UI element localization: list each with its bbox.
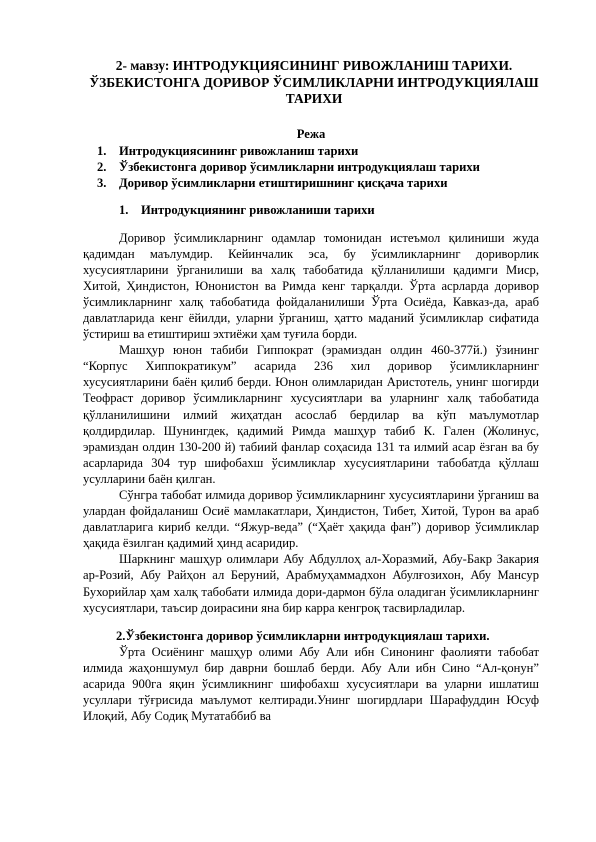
plan-item-text: Ўзбекистонга доривор ўсимликларни интродукциялаш тарихи	[119, 159, 480, 174]
plan-heading: Режа	[296, 126, 326, 141]
paragraph: Машҳур юнон табиби Гиппократ (эрамиздан олдин 460-377й.) ўзининг “Корпус Хиппократикум” асарида 236 хил доривор ўсимликларнинг хусусиятларини баён қилиб берди. Юнон олимларидан Аристотель, унинг шогирди Теофраст доривор ўсимликларнинг хусусиятлари ва уларнинг халқ табобатида қўлланилишини илмий жиҳатдан асослаб бердилар ва кўп маълумотлар қолдирдилар. Шунингдек, қадимий Римда машҳур табиб К. Гален (Жолинус, эрамиздан олдин 130-200 й) табиий фанлар соҳасида 131 та илмий асар ёзган ва бу асарларида 304 тур шифобахш ўсимликлар хусусиятларини табобатда қўллаш усулларини баён қилган.	[83, 343, 539, 486]
plan-item-number: 3.	[97, 175, 107, 190]
section-2-heading	[83, 628, 539, 644]
plan-item	[83, 143, 539, 159]
paragraph: Доривор ўсимликларнинг одамлар томонидан истеъмол қилиниши жуда қадимдан маълумдир. Кейинчалик эса, бу ўсимликларнинг дориворлик хусусиятларини ўрганилиши ва халқ табобатида қўлланилиши қадимги Миср, Хитой, Ҳиндистон, Юнонистон ва Римда кенг тарқалди. Ўрта асрларда доривор ўсимликларнинг халқ табобатида фойдаланилиши Ўрта Осиёда, Кавказ-да, араб давлатларида кенг ёйилди, уларни ўрганиш, ҳатто маданий ўсимликлар сифатида ўстириш ва етиштириш эхтиёжи ҳам туғила борди.	[83, 230, 539, 342]
section-1-title: Интродукциянинг ривожланиши тарихи	[141, 202, 375, 217]
plan-item-number: 2.	[97, 159, 107, 174]
plan-item	[83, 175, 539, 191]
paragraph: Шаркнинг машҳур олимлари Абу Абдуллоҳ ал-Хоразмий, Абу-Бакр Закария ар-Розий, Абу Райҳон ал Беруний, Арабмуҳаммадхон Абулғозихон, Абу Мансур Бухорийлар ҳам халқ табобати илмида дори-дармон бўла оладиган ўсимликларнинг хусусиятлари, таъсир доирасини яна бир карра кенгроқ тасвирладилар.	[83, 552, 539, 615]
section-1-heading	[83, 202, 539, 218]
plan-item-text: Доривор ўсимликларни етиштиришнинг қисқача тарихи	[119, 175, 448, 190]
paragraph: Сўнгра табобат илмида доривор ўсимликларнинг хусусиятларини ўрганиш ва улардан фойдаланиш Осиё мамлакатлари, Ҳиндистон, Тибет, Хитой, Турон ва араб давлатларига кириб келди. “Яжур-веда” (“Ҳаёт ҳақида фан”) доривор ўсимликлар ҳақида ёзилган қадимий ҳинд асаридир.	[83, 488, 539, 551]
plan-item-number: 1.	[97, 143, 107, 158]
section-2-number: 2.	[116, 628, 126, 643]
plan-item	[83, 159, 539, 175]
paragraph: Ўрта Осиёнинг машҳур олими Абу Али ибн Синонинг фаолияти табобат илмида жаҳоншумул бир даврни бошлаб берди. Абу Али ибн Сино “Ал-қонун” асарида 900га яқин ўсимликнинг шифобахш хусусиятлари ва уларни ишлатиш усуллари тўғрисида маълумот келтиради.Унинг шогирдлари Шарафуддин Юсуф Илоқий, Абу Содиқ Мутатаббиб ва	[83, 644, 539, 724]
plan-item-text: Интродукциясининг ривожланиш тарихи	[119, 143, 359, 158]
section-1-number: 1.	[119, 202, 129, 217]
section-2-title: Ўзбекистонга доривор ўсимликларни интродукциялаш тарихи.	[125, 628, 490, 643]
document-title: 2- мавзу: ИНТРОДУКЦИЯСИНИНГ РИВОЖЛАНИШ ТАРИХИ. ЎЗБЕКИСТОНГА ДОРИВОР ЎСИМЛИКЛАРНИ ИНТРОДУКЦИЯЛАШ ТАРИХИ	[89, 58, 539, 106]
plan-list	[83, 143, 539, 191]
